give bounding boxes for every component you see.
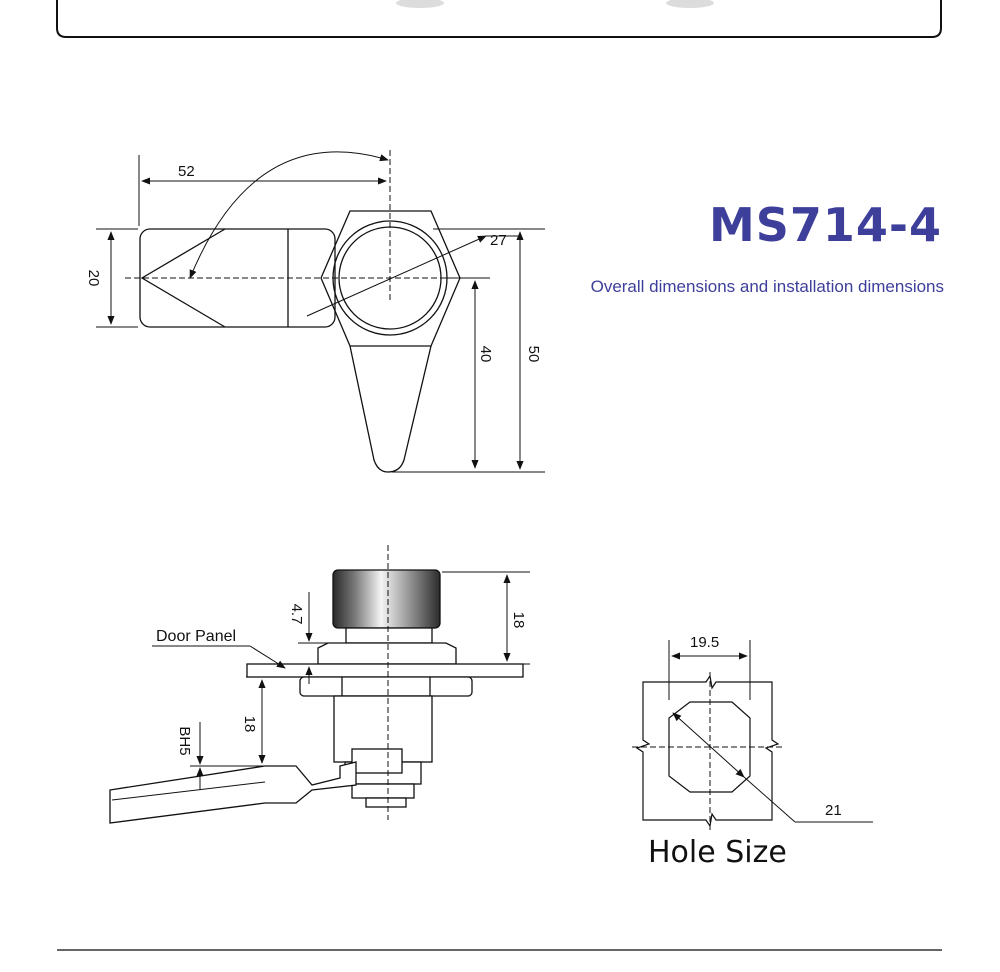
dim-40-label: 40: [477, 345, 494, 363]
cam-arm: [110, 762, 356, 823]
handle-stem-outline: [350, 346, 431, 472]
hole-size-caption: Hole Size: [648, 835, 787, 870]
dim-4-7-label: 4.7: [288, 603, 305, 625]
product-title: MS714-4: [708, 198, 942, 252]
side-view-drawing: [110, 545, 530, 823]
knob-cylinder: [333, 570, 440, 628]
dim-18-top-label: 18: [510, 611, 527, 629]
dim-19-5-label: 19.5: [690, 634, 720, 651]
dim-bh5-label: BH5: [176, 726, 193, 756]
dim-20-label: 20: [85, 269, 102, 287]
top-banner-frame: [57, 0, 941, 37]
product-subtitle: Overall dimensions and installation dimensions: [590, 277, 944, 296]
dim-50-label: 50: [525, 345, 542, 363]
dim-21-label: 21: [825, 802, 842, 819]
door-panel-plate: [247, 664, 523, 677]
dim-27-label: 27: [490, 232, 507, 249]
top-view-drawing: [96, 150, 545, 472]
dim-52-label: 52: [178, 163, 195, 180]
door-panel-label: Door Panel: [156, 628, 237, 645]
dim-18-bottom-label: 18: [241, 715, 258, 733]
